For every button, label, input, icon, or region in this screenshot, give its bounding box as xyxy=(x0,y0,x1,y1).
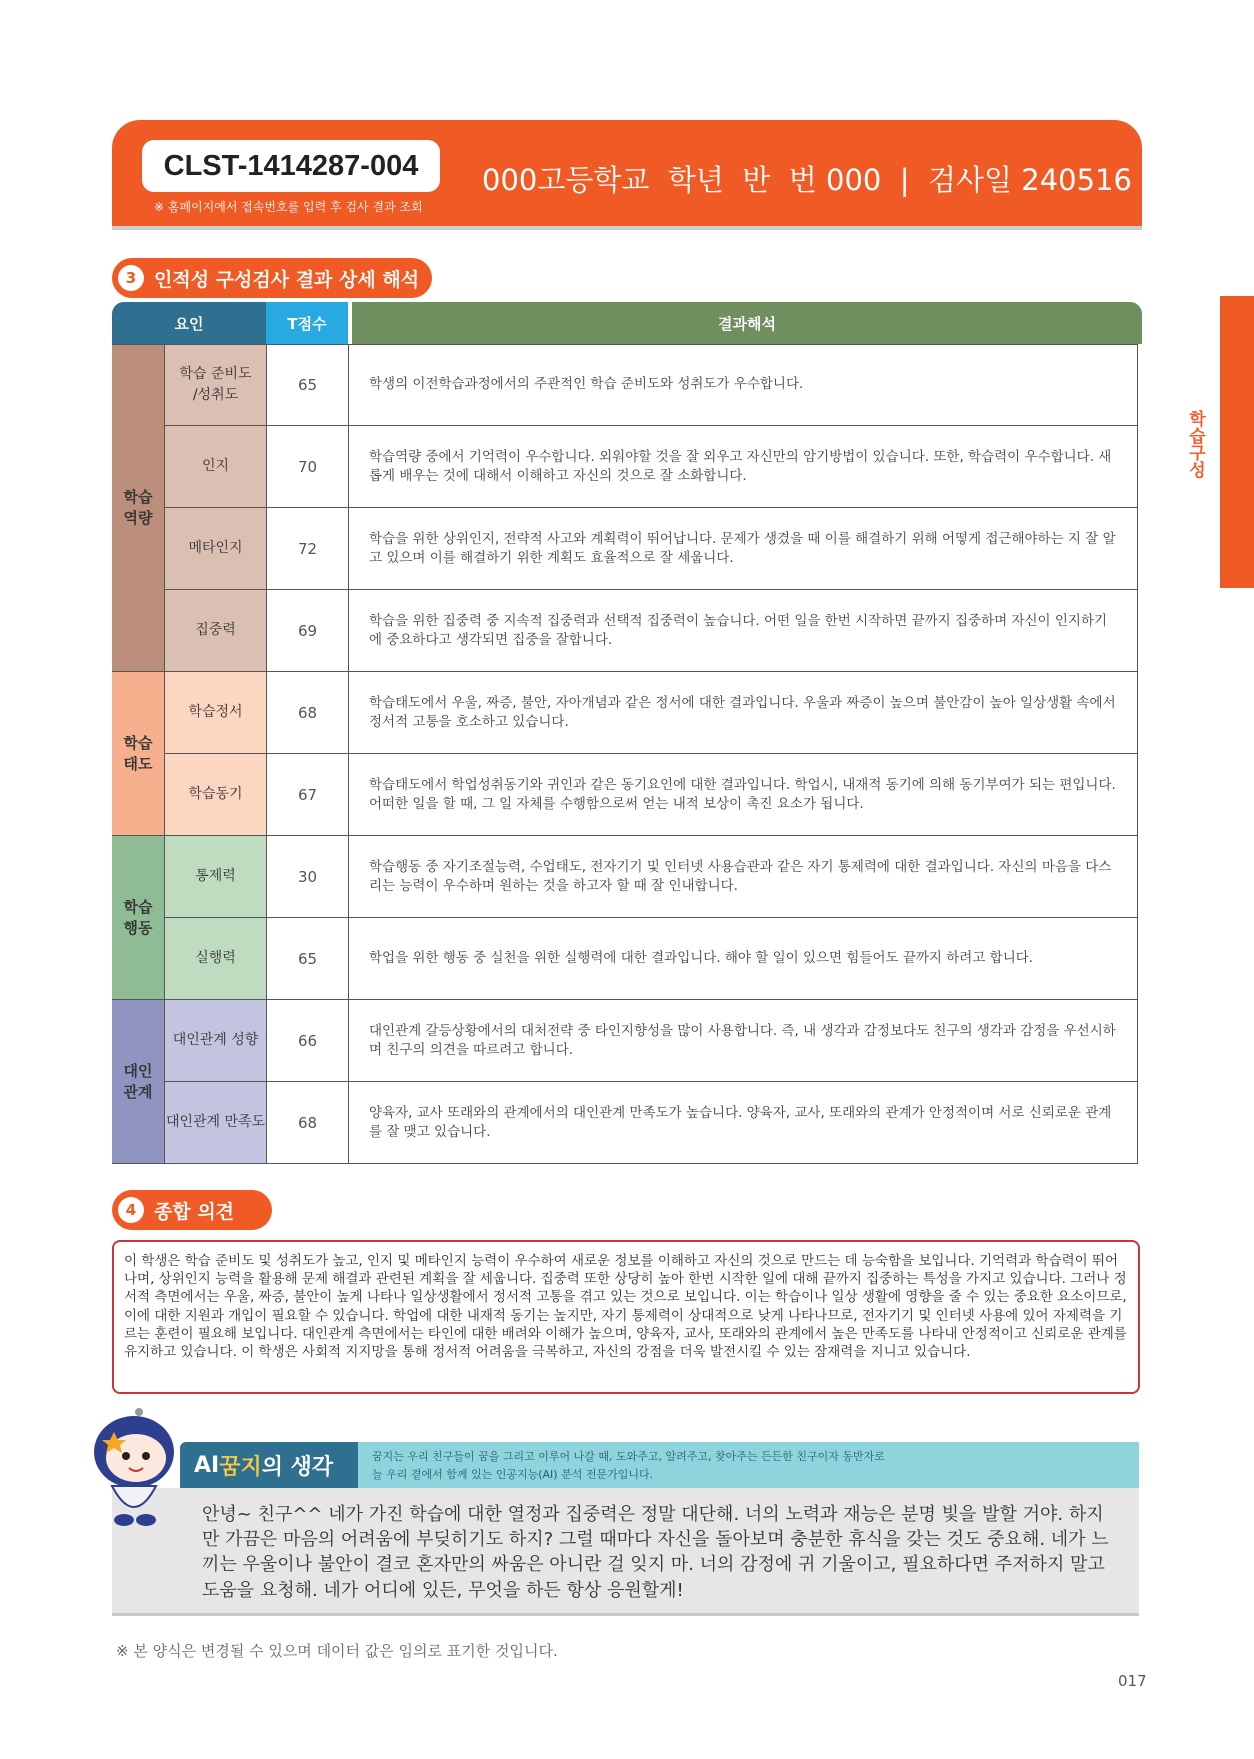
ai-title-prefix: AI xyxy=(194,1452,220,1478)
section-number: 4 xyxy=(118,1197,144,1223)
score-cell: 65 xyxy=(266,344,348,426)
subfactor-cell: 실행력 xyxy=(164,918,266,1000)
header-result: 결과해석 xyxy=(352,302,1142,344)
ai-title-suffix: 의 생각 xyxy=(261,1454,334,1480)
footnote: ※ 본 양식은 변경될 수 있으며 데이터 값은 임의로 표기한 것입니다. xyxy=(116,1642,558,1660)
subfactor-cell: 집중력 xyxy=(164,590,266,672)
header-band xyxy=(112,120,1142,230)
page-number: 017 xyxy=(1118,1672,1147,1690)
category-cell: 학습 행동 xyxy=(112,836,164,1000)
result-cell: 학습역량 중에서 기억력이 우수합니다. 외워야할 것을 잘 외우고 자신만의 암기방법이 있습니다. 또한, 학습력이 우수합니다. 새롭게 배우는 것에 대해서 이해하고 자신의 것으로 잘 소화합니다. xyxy=(348,426,1138,508)
overall-opinion: 이 학생은 학습 준비도 및 성취도가 높고, 인지 및 메타인지 능력이 우수하여 새로운 정보를 이해하고 자신의 것으로 만드는 데 능숙함을 보입니다. 기억력과 학습력이 뛰어나며, 상위인지 능력을 활용해 문제 해결과 관련된 계획을 잘 세웁니다. 집중력 또한 상당히 높아 한번 시작한 일에 대해 끝까지 집중하는 특성을 가지고 있습니다. 그러나 정서적 측면에서는 우울, 짜증, 불안이 높게 나타나 일상생활에서 정서적 고통을 겪고 있는 것으로 보입니다. 이는 학습이나 일상 생활에 영향을 줄 수 있는 중요한 요소이므로, 이에 대한 지원과 개입이 필요할 수 있습니다. 학업에 대한 내재적 동기는 높지만, 자기 통제력이 상대적으로 낮게 나타나므로, 전자기기 및 인터넷 사용에 있어 자제력을 기르는 훈련이 필요해 보입니다. 대인관계 측면에서는 타인에 대한 배려와 이해가 높으며, 양육자, 교사, 또래와의 관계에서 높은 만족도를 나타내 안정적이고 신뢰로운 관계를 유지하고 있습니다. 이 학생은 사회적 지지망을 통해 정서적 어려움을 극복하고, 자신의 강점을 더욱 발전시킬 수 있는 잠재력을 지니고 있습니다. xyxy=(112,1240,1140,1394)
ai-description xyxy=(358,1442,1139,1488)
access-code-note: ※ 홈페이지에서 접속번호를 입력 후 검사 결과 조회 xyxy=(154,200,423,214)
result-cell: 학습을 위한 집중력 중 지속적 집중력과 선택적 집중력이 높습니다. 어떤 일을 한번 시작하면 끝까지 집중하며 자신이 인지하기에 중요하다고 생각되면 집중을 잘합니다. xyxy=(348,590,1138,672)
section-title: 종합 의견 xyxy=(154,1200,235,1223)
section-number: 3 xyxy=(118,265,144,291)
score-cell: 66 xyxy=(266,1000,348,1082)
header-divider xyxy=(112,226,1142,230)
result-cell: 학업을 위한 행동 중 실천을 위한 실행력에 대한 결과입니다. 해야 할 일이 있으면 힘들어도 끝까지 하려고 합니다. xyxy=(348,918,1138,1000)
subfactor-cell: 학습 준비도 /성취도 xyxy=(164,344,266,426)
score-cell: 72 xyxy=(266,508,348,590)
ai-message: 안녕~ 친구^^ 네가 가진 학습에 대한 열정과 집중력은 정말 대단해. 너의 노력과 재능은 분명 빛을 발할 거야. 하지만 가끔은 마음의 어려움에 부딪히기도 하지? 그럴 때마다 자신을 돌아보며 충분한 휴식을 갖는 것도 중요해. 네가 느끼는 우울이나 불안이 결코 혼자만의 싸움은 아니란 걸 잊지 마. 너의 감정에 귀 기울이고, 필요하다면 주저하지 말고 도움을 요청해. 네가 어디에 있든, 무엇을 하든 항상 응원할게! xyxy=(112,1488,1139,1616)
score-cell: 68 xyxy=(266,672,348,754)
result-cell: 학생의 이전학습과정에서의 주관적인 학습 준비도와 성취도가 우수합니다. xyxy=(348,344,1138,426)
access-code: CLST-1414287-004 xyxy=(142,140,440,192)
subfactor-cell: 통제력 xyxy=(164,836,266,918)
category-cell: 학습 태도 xyxy=(112,672,164,836)
side-tab-label: 학습구성 xyxy=(1185,410,1205,478)
ai-description-line: 늘 우리 곁에서 함께 있는 인공지능(AI) 분석 전문가입니다. xyxy=(372,1467,654,1481)
header-factor: 요인 xyxy=(112,302,266,344)
subfactor-cell: 대인관계 성향 xyxy=(164,1000,266,1082)
score-cell: 65 xyxy=(266,918,348,1000)
subfactor-cell: 메타인지 xyxy=(164,508,266,590)
section-4-heading xyxy=(112,1190,272,1230)
side-tab xyxy=(1220,296,1254,588)
student-info: 000고등학교 학년 반 번 000 | 검사일 240516 xyxy=(482,163,1132,197)
subfactor-cell: 학습동기 xyxy=(164,754,266,836)
category-cell: 대인 관계 xyxy=(112,1000,164,1164)
result-cell: 학습태도에서 우울, 짜증, 불안, 자아개념과 같은 정서에 대한 결과입니다. 우울과 짜증이 높으며 불안감이 높아 일상생활 속에서 정서적 고통을 호소하고 있습니다. xyxy=(348,672,1138,754)
section-title: 인적성 구성검사 결과 상세 해석 xyxy=(154,268,420,291)
score-cell: 70 xyxy=(266,426,348,508)
table-top-border xyxy=(112,344,1138,345)
score-cell: 30 xyxy=(266,836,348,918)
section-3-heading xyxy=(112,258,432,298)
score-cell: 68 xyxy=(266,1082,348,1164)
result-cell: 학습태도에서 학업성취동기와 귀인과 같은 동기요인에 대한 결과입니다. 학업시, 내재적 동기에 의해 동기부여가 되는 편입니다. 어떠한 일을 할 때, 그 일 자체를 수행함으로써 얻는 내적 보상이 촉진 요소가 됩니다. xyxy=(348,754,1138,836)
subfactor-cell: 대인관계 만족도 xyxy=(164,1082,266,1164)
score-cell: 67 xyxy=(266,754,348,836)
result-cell: 학습행동 중 자기조절능력, 수업태도, 전자기기 및 인터넷 사용습관과 같은 자기 통제력에 대한 결과입니다. 자신의 마음을 다스리는 능력이 우수하며 원하는 것을 하고자 할 때 잘 인내합니다. xyxy=(348,836,1138,918)
ai-title xyxy=(180,1442,358,1488)
header-score: T점수 xyxy=(266,302,348,344)
result-cell: 양육자, 교사 또래와의 관계에서의 대인관계 만족도가 높습니다. 양육자, 교사, 또래와의 관계가 안정적이며 서로 신뢰로운 관계를 잘 맺고 있습니다. xyxy=(348,1082,1138,1164)
result-cell: 대인관계 갈등상황에서의 대처전략 중 타인지향성을 많이 사용합니다. 즉, 내 생각과 감정보다도 친구의 생각과 감정을 우선시하며 친구의 의견을 따르려고 합니다. xyxy=(348,1000,1138,1082)
result-cell: 학습을 위한 상위인지, 전략적 사고와 계획력이 뛰어납니다. 문제가 생겼을 때 이를 해결하기 위해 어떻게 접근해야하는 지 잘 알고 있으며 이를 해결하기 위한 계획도 효율적으로 잘 세웁니다. xyxy=(348,508,1138,590)
subfactor-cell: 인지 xyxy=(164,426,266,508)
category-cell: 학습 역량 xyxy=(112,344,164,672)
ai-description-line: 꿈지는 우리 친구들이 꿈을 그리고 이루어 나갈 때, 도와주고, 알려주고, 찾아주는 든든한 친구이자 동반자로 xyxy=(372,1450,885,1463)
mascot-icon xyxy=(84,1402,184,1532)
subfactor-cell: 학습정서 xyxy=(164,672,266,754)
ai-title-highlight: 꿈지 xyxy=(219,1454,262,1480)
score-cell: 69 xyxy=(266,590,348,672)
